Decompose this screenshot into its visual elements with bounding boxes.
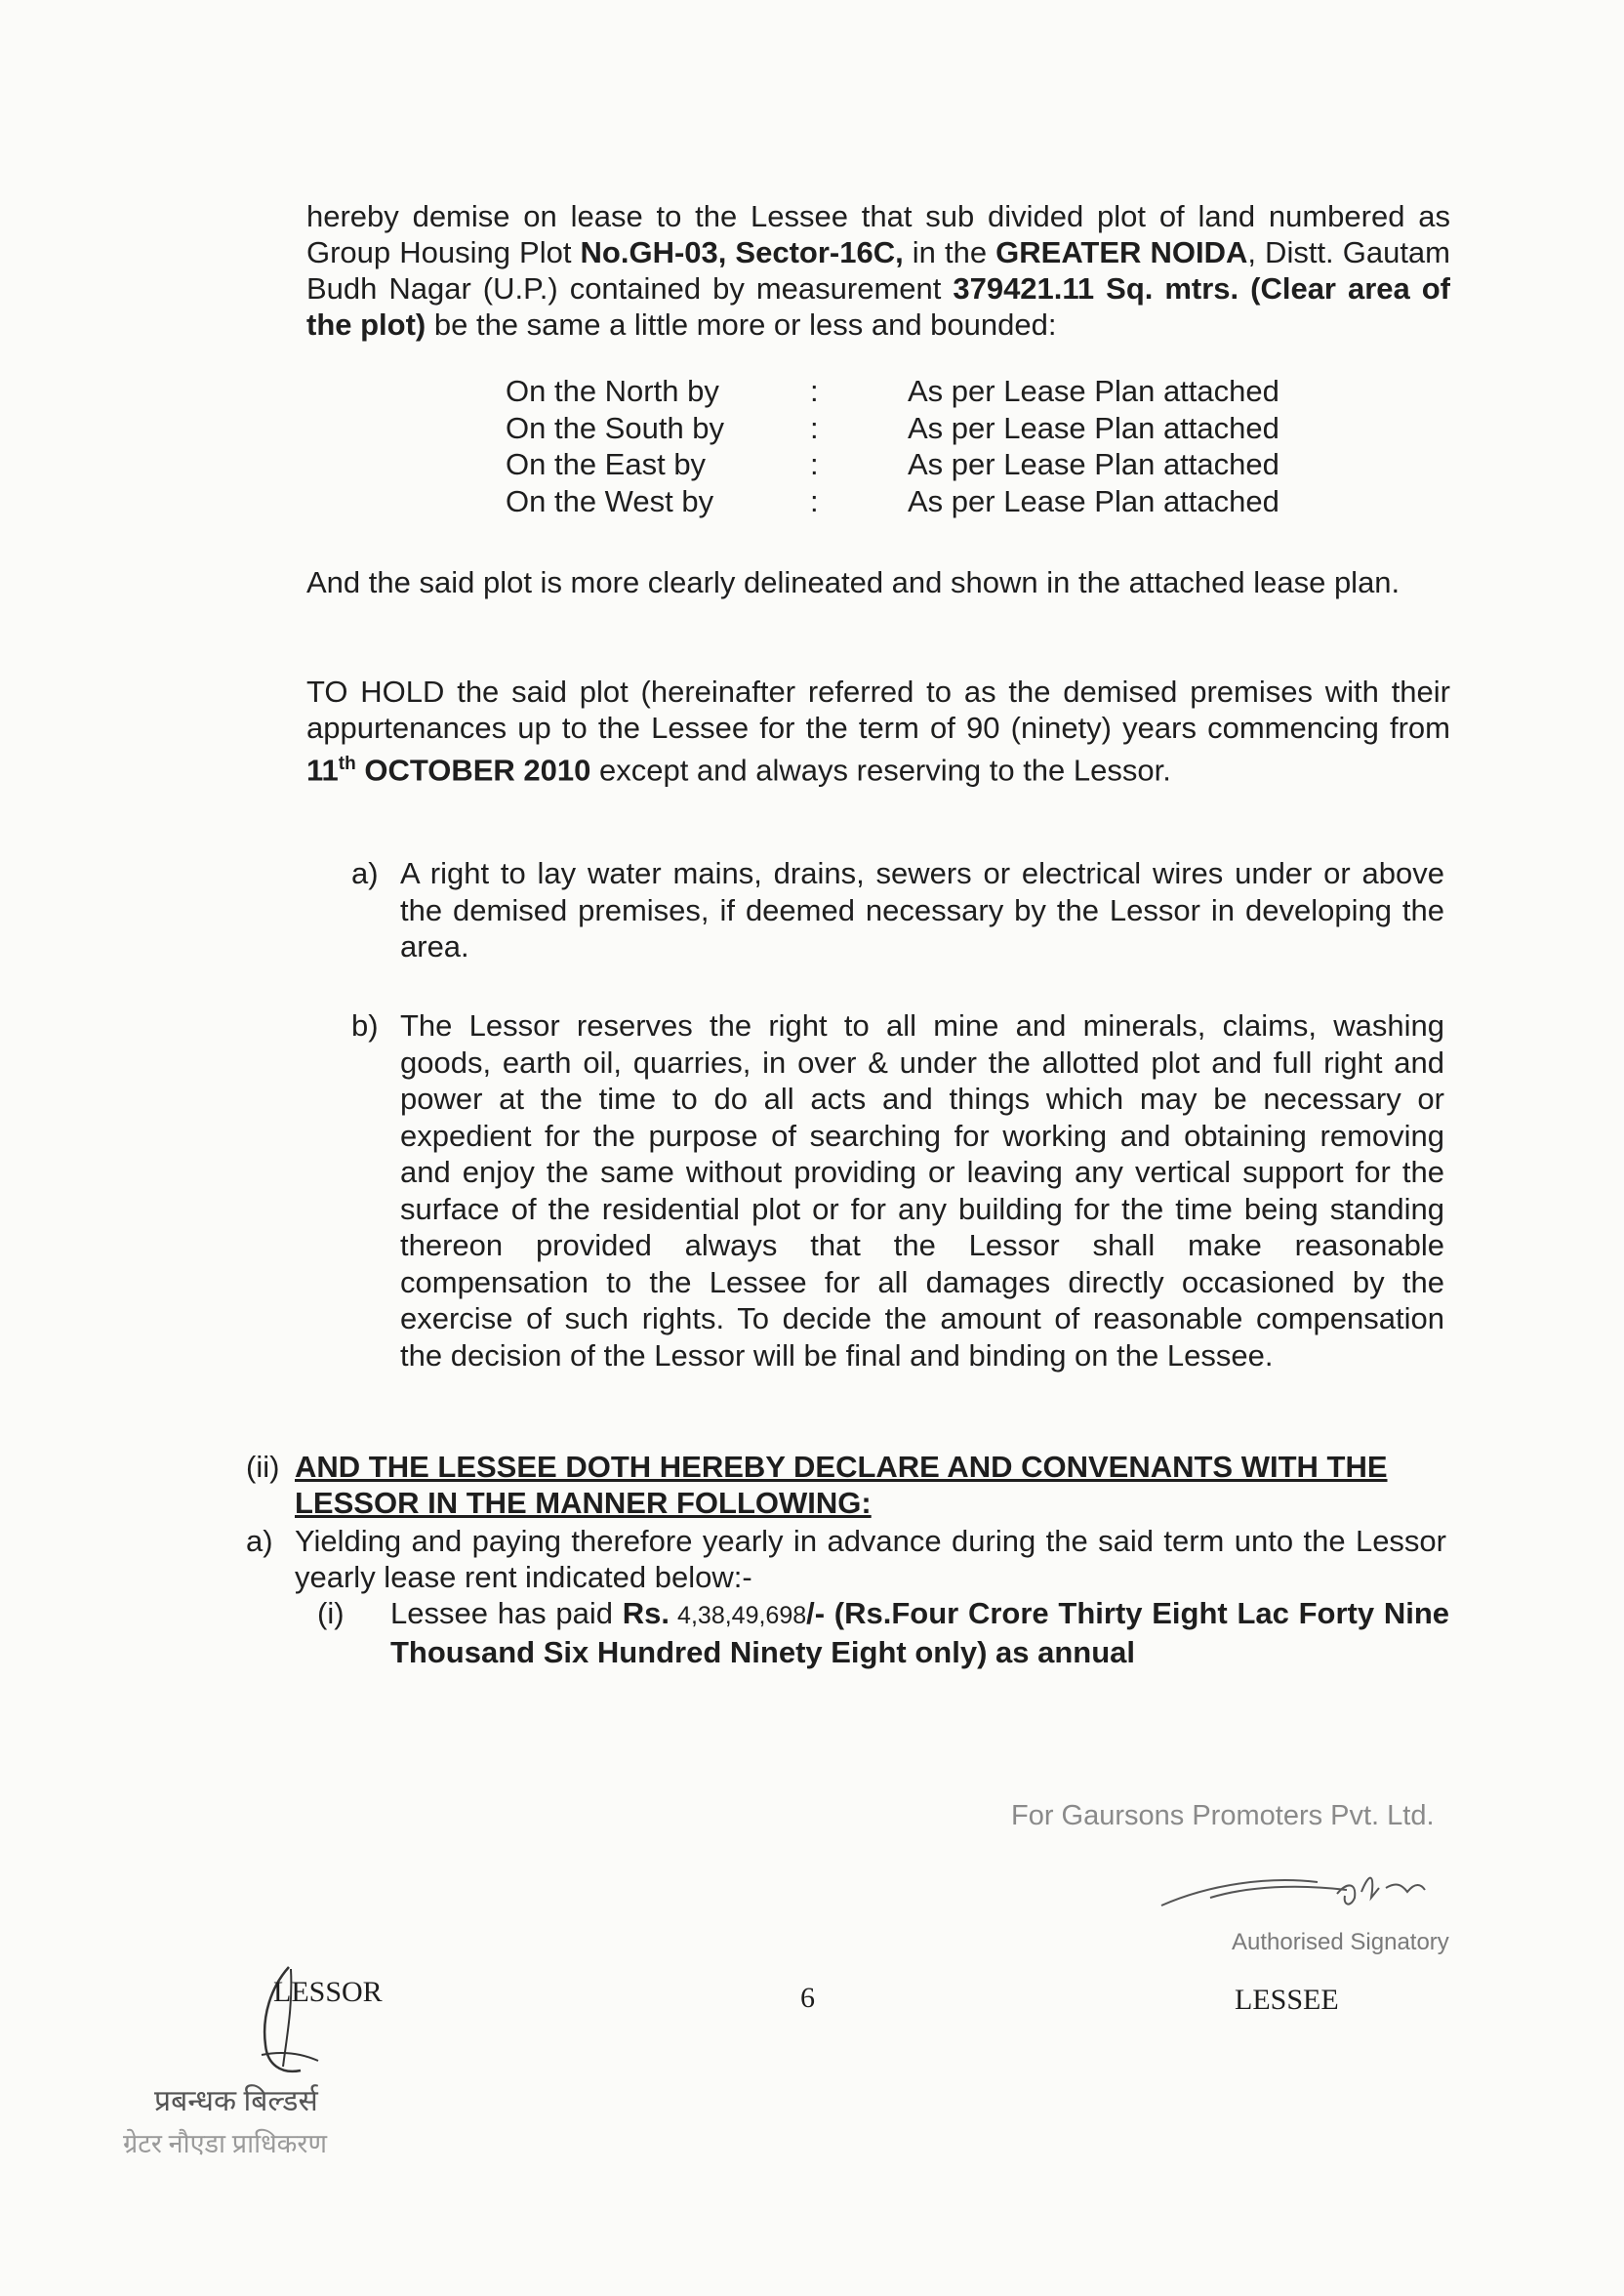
list-item: a) A right to lay water mains, drains, sewers or electrical wires under or above the demised premises, if deemed necessary by the Lessor in developing the area.: [351, 856, 1444, 964]
clause-a: a) Yielding and paying therefore yearly in advance during the said term unto the Lessor yearly lease rent indicated below:-: [246, 1524, 1446, 1594]
intro-paragraph: hereby demise on lease to the Lessee that sub divided plot of land numbered as Group Housing Plot No.GH-03, Sector-16C, in the GREATER NOIDA, Distt. Gautam Budh Nagar (U.P.) contained by measurement 379421.11 Sq. mtrs. (Clear area of the plot) be the same a little more or less and bounded:: [306, 199, 1451, 342]
to-hold-paragraph: TO HOLD the said plot (hereinafter referred to as the demised premises with their appurtenances up to the Lessee for the term of 90 (ninety) years commencing from 11th OCTOBER 2010 except and always reserving to the Lessor.: [306, 675, 1450, 788]
section-heading: (ii) AND THE LESSEE DOTH HEREBY DECLARE AND CONVENANTS WITH THE LESSOR IN THE MANNER FOLLOWING:: [246, 1450, 1388, 1520]
hindi-stamp-line-2: ग्रेटर नौएडा प्राधिकरण: [123, 2129, 327, 2158]
boundary-row: On the South by : As per Lease Plan attached: [506, 410, 1279, 445]
lessee-label: LESSEE: [1235, 1984, 1339, 2016]
boundary-row: On the West by : As per Lease Plan attached: [506, 483, 1279, 518]
page-number: 6: [800, 1982, 815, 2014]
boundary-row: On the East by : As per Lease Plan attached: [506, 447, 1279, 481]
authorised-signatory-label: Authorised Signatory: [1232, 1929, 1449, 1955]
company-stamp: For Gaursons Promoters Pvt. Ltd.: [1011, 1800, 1435, 1831]
list-item: b) The Lessor reserves the right to all mine and minerals, claims, washing goods, earth oil, quarries, in over & under the allotted plot and full right and power at the time to do all acts and things which may be necessary or expedient for the purpose of searching for working and obtaining removing and enjoy the same without providing or leaving any vertical support for the surface of the residential plot or for any building for the time being standing thereon provided always that the Lessor shall make reasonable compensation to the Lessee for all damages directly occasioned by the exercise of such rights. To decide the amount of reasonable compensation the decision of the Lessor will be final and binding on the Lessee.: [351, 1008, 1444, 1373]
lessee-signature: [1152, 1855, 1474, 1923]
boundary-row: On the North by : As per Lease Plan attached: [506, 374, 1279, 408]
hindi-stamp-line-1: प्रबन्धक बिल्डर्स: [154, 2085, 318, 2117]
delineated-paragraph: And the said plot is more clearly delineated and shown in the attached lease plan.: [306, 565, 1401, 599]
boundaries-table: [506, 373, 1318, 519]
clause-i: (i) Lessee has paid Rs. 4,38,49,698/- (Rs.Four Crore Thirty Eight Lac Forty Nine Thousand Six Hundred Ninety Eight only) as annual: [317, 1596, 1450, 1669]
lessor-label: LESSOR: [273, 1976, 383, 2008]
